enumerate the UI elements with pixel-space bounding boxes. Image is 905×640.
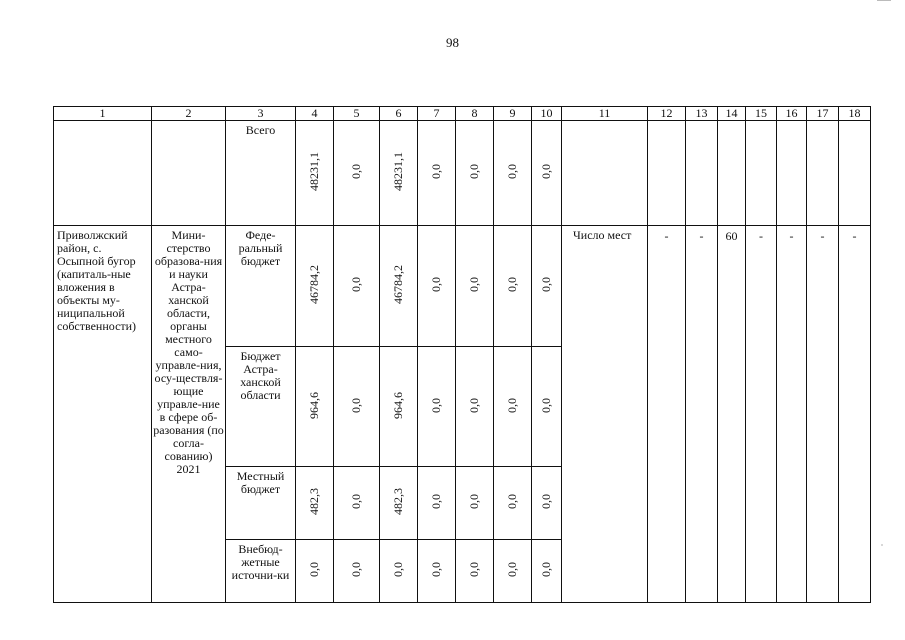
value: 0,0 [429, 164, 443, 179]
scan-speck [881, 544, 883, 546]
value: 0,0 [505, 277, 519, 292]
value-cell [296, 226, 334, 347]
col-header: 15 [746, 107, 777, 121]
value: 964,6 [307, 391, 321, 419]
value: 0,0 [349, 277, 363, 292]
value-cell [532, 226, 562, 347]
value: 0,0 [467, 277, 481, 292]
value-cell [380, 347, 418, 467]
funding-row-federal [54, 226, 871, 347]
value-cell [494, 226, 532, 347]
col-header: 9 [494, 107, 532, 121]
value-cell [334, 467, 380, 540]
value-cell [494, 121, 532, 226]
value-cell [334, 226, 380, 347]
empty-cell [807, 121, 839, 226]
indicator-label: Число мест [573, 228, 632, 242]
value: 0,0 [391, 562, 405, 577]
page-number: 98 [446, 35, 459, 50]
value-cell [296, 540, 334, 603]
document-table-wrapper [53, 106, 871, 603]
value: 46784,2 [307, 265, 321, 304]
col-header: 1 [54, 107, 152, 121]
indicator-value-cell: - [686, 226, 718, 603]
value-cell [296, 347, 334, 467]
value-cell [532, 467, 562, 540]
col-header: 18 [839, 107, 871, 121]
value: 0,0 [539, 277, 553, 292]
program-table [53, 106, 871, 603]
funding-source: Внебюд-жетные источни-ки [226, 540, 296, 603]
value: 0,0 [429, 277, 443, 292]
empty-cell [746, 121, 777, 226]
location-cell: Приволжский район, с. Осыпной бугор (капиталь-ные вложения в объекты му-ниципальной собственности) [54, 226, 152, 603]
funding-source: Всего [226, 121, 296, 226]
value-cell [456, 540, 494, 603]
value-cell [456, 226, 494, 347]
empty-cell [648, 121, 686, 226]
value: 0,0 [349, 494, 363, 509]
value: 482,3 [391, 488, 405, 515]
executor-cell: Мини-стерство образова-ния и науки Астра-ханской области, органы местного само-управле-ния, осу-ществля-ющие управле-ние в сфере об-разования (по согла-сованию) 2021 [152, 226, 226, 603]
indicator-cell [562, 226, 648, 603]
value-cell [418, 121, 456, 226]
col-header: 8 [456, 107, 494, 121]
col-header: 10 [532, 107, 562, 121]
value: 0,0 [429, 562, 443, 577]
value-cell [380, 226, 418, 347]
value-cell [296, 467, 334, 540]
funding-row-total [54, 121, 871, 226]
funding-source: Феде-ральный бюджет [226, 226, 296, 347]
value-cell [296, 121, 334, 226]
value: 48231,1 [391, 152, 405, 191]
scan-edge-mark [877, 0, 891, 4]
value: 0,0 [467, 562, 481, 577]
value-cell [418, 540, 456, 603]
col-header: 5 [334, 107, 380, 121]
value: 0,0 [429, 494, 443, 509]
column-number-row [54, 107, 871, 121]
value-cell [380, 121, 418, 226]
value: 0,0 [505, 164, 519, 179]
empty-cell [777, 121, 807, 226]
value: 0,0 [429, 397, 443, 413]
value-cell [418, 226, 456, 347]
indicator-value-cell: - [746, 226, 777, 603]
value-cell [418, 467, 456, 540]
value: 0,0 [349, 397, 363, 413]
value: 0,0 [505, 397, 519, 413]
value: 0,0 [539, 494, 553, 509]
value-cell [532, 347, 562, 467]
indicator-value-cell: - [807, 226, 839, 603]
value: 0,0 [349, 562, 363, 577]
value-cell [418, 347, 456, 467]
value: 482,3 [307, 488, 321, 515]
funding-source: Бюджет Астра-ханской области [226, 347, 296, 467]
empty-cell [839, 121, 871, 226]
value: 0,0 [467, 164, 481, 179]
value: 0,0 [539, 397, 553, 413]
col-header: 2 [152, 107, 226, 121]
value-cell [494, 467, 532, 540]
col-header: 16 [777, 107, 807, 121]
empty-cell [152, 121, 226, 226]
value: 0,0 [467, 494, 481, 509]
value-cell [334, 540, 380, 603]
value-cell [334, 121, 380, 226]
col-header: 3 [226, 107, 296, 121]
value-cell [494, 347, 532, 467]
value-cell [380, 540, 418, 603]
value-cell [532, 540, 562, 603]
value: 48231,1 [307, 152, 321, 191]
value-cell [380, 467, 418, 540]
empty-cell [562, 121, 648, 226]
value-cell [456, 467, 494, 540]
indicator-value-cell: - [648, 226, 686, 603]
value-cell [456, 121, 494, 226]
value-cell [456, 347, 494, 467]
value: 0,0 [539, 164, 553, 179]
value-cell [334, 347, 380, 467]
col-header: 17 [807, 107, 839, 121]
col-header: 14 [718, 107, 746, 121]
funding-source: Местный бюджет [226, 467, 296, 540]
col-header: 11 [562, 107, 648, 121]
value: 964,6 [391, 391, 405, 419]
value-cell [494, 540, 532, 603]
indicator-value-cell: 60 [718, 226, 746, 603]
empty-cell [686, 121, 718, 226]
value: 0,0 [349, 164, 363, 179]
col-header: 6 [380, 107, 418, 121]
empty-cell [54, 121, 152, 226]
col-header: 4 [296, 107, 334, 121]
value: 0,0 [505, 562, 519, 577]
col-header: 7 [418, 107, 456, 121]
col-header: 13 [686, 107, 718, 121]
col-header: 12 [648, 107, 686, 121]
value: 0,0 [467, 397, 481, 413]
value-cell [532, 121, 562, 226]
value: 0,0 [307, 562, 321, 577]
indicator-value-cell: - [839, 226, 871, 603]
empty-cell [718, 121, 746, 226]
value: 0,0 [505, 494, 519, 509]
value: 46784,2 [391, 265, 405, 304]
indicator-value-cell: - [777, 226, 807, 603]
value: 0,0 [539, 562, 553, 577]
